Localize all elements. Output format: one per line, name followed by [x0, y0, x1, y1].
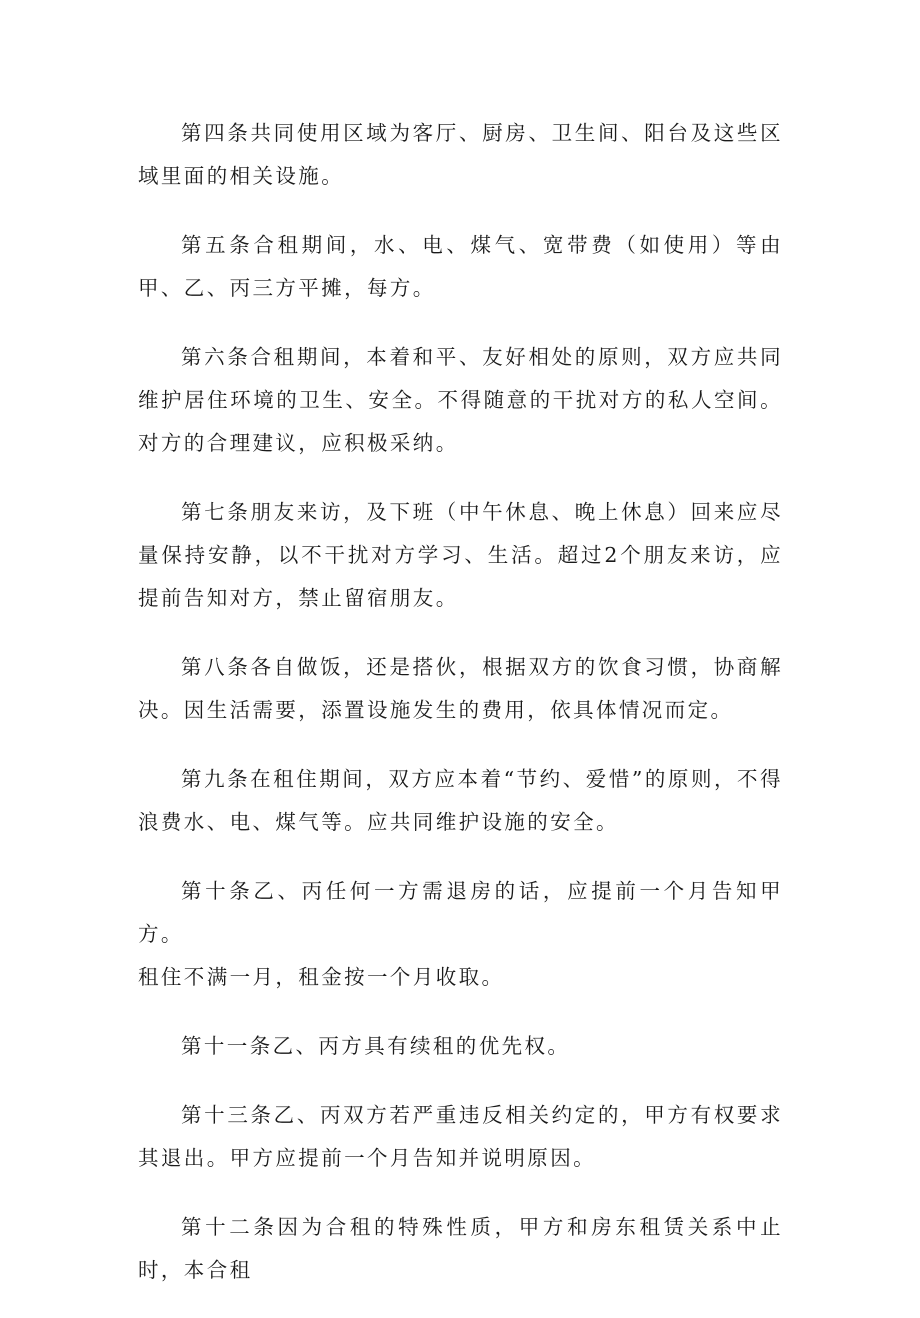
- document-body: [138, 112, 783, 1318]
- clause-7: 第七条朋友来访，及下班（中午休息、晚上休息）回来应尽量保持安静，以不干扰对方学习、生活。超过2个朋友来访，应提前告知对方，禁止留宿朋友。: [138, 500, 783, 610]
- clause-11: 第十一条乙、丙方具有续租的优先权。: [181, 1034, 571, 1058]
- clause-10: 第十条乙、丙任何一方需退房的话，应提前一个月告知甲方。: [138, 879, 783, 946]
- clause-5: 第五条合租期间，水、电、煤气、宽带费（如使用）等由甲、乙、丙三方平摊，每方。: [138, 233, 783, 300]
- clause-6: 第六条合租期间，本着和平、友好相处的原则，双方应共同维护居住环境的卫生、安全。不得随意的干扰对方的私人空间。对方的合理建议，应积极采纳。: [138, 345, 783, 455]
- clause-4: 第四条共同使用区域为客厅、厨房、卫生间、阳台及这些区域里面的相关设施。: [138, 121, 783, 188]
- clause-8: 第八条各自做饭，还是搭伙，根据双方的饮食习惯，协商解决。因生活需要，添置设施发生的费用，依具体情况而定。: [138, 655, 783, 722]
- clause-13: 第十三条乙、丙双方若严重违反相关约定的，甲方有权要求其退出。甲方应提前一个月告知并说明原因。: [138, 1103, 783, 1170]
- clause-12: 第十二条因为合租的特殊性质，甲方和房东租赁关系中止时，本合租: [138, 1215, 783, 1282]
- clause-9: 第九条在租住期间，双方应本着“节约、爱惜”的原则，不得浪费水、电、煤气等。应共同维护设施的安全。: [138, 767, 783, 834]
- clause-10-continuation: 租住不满一月，租金按一个月收取。: [138, 965, 505, 989]
